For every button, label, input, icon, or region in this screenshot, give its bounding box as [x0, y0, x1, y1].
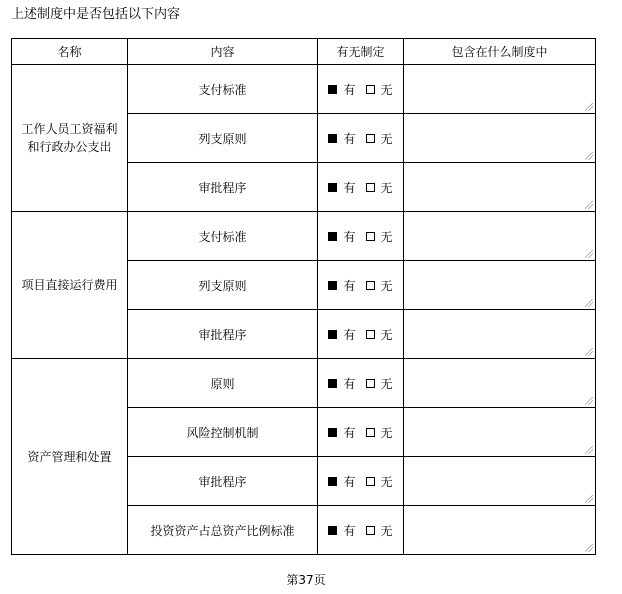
yes-no-choice [328, 424, 392, 441]
table-body [12, 65, 596, 555]
yes-label: 有 [343, 131, 356, 146]
group-name-line1: 工作人员工资福利 [21, 122, 118, 136]
no-label: 无 [380, 474, 393, 489]
has-policy-cell [318, 65, 404, 114]
yes-label: 有 [343, 180, 356, 195]
which-policy-cell [404, 212, 596, 261]
no-checkbox[interactable] [366, 477, 375, 486]
yes-no-choice [328, 326, 392, 343]
page-number: 第37页 [286, 573, 326, 587]
yes-label: 有 [343, 474, 356, 489]
which-policy-input[interactable] [404, 65, 595, 113]
table-row [12, 359, 596, 408]
has-policy-cell [318, 212, 404, 261]
content-cell: 风险控制机制 [128, 408, 318, 457]
no-label: 无 [380, 180, 393, 195]
yes-label: 有 [343, 523, 356, 538]
has-policy-cell [318, 408, 404, 457]
table-row [12, 65, 596, 114]
yes-no-choice [328, 179, 392, 196]
which-policy-cell [404, 408, 596, 457]
yes-no-choice [328, 228, 392, 245]
no-label: 无 [380, 82, 393, 97]
which-policy-input[interactable] [404, 261, 595, 309]
yes-label: 有 [343, 425, 356, 440]
group-name-cell [12, 359, 128, 555]
no-checkbox[interactable] [366, 428, 375, 437]
yes-checkbox[interactable] [328, 134, 337, 143]
yes-label: 有 [343, 278, 356, 293]
content-cell: 原则 [128, 359, 318, 408]
group-name-cell [12, 65, 128, 212]
content-cell: 列支原则 [128, 261, 318, 310]
table-header-row [12, 39, 596, 65]
which-policy-cell [404, 457, 596, 506]
yes-checkbox[interactable] [328, 183, 337, 192]
which-policy-input[interactable] [404, 310, 595, 358]
which-policy-cell [404, 310, 596, 359]
content-cell: 审批程序 [128, 163, 318, 212]
page-heading: 上述制度中是否包括以下内容 [11, 7, 181, 22]
yes-no-choice [328, 473, 392, 490]
has-policy-cell [318, 310, 404, 359]
which-policy-input[interactable] [404, 457, 595, 505]
header-which-policy: 包含在什么制度中 [404, 39, 596, 65]
no-label: 无 [380, 131, 393, 146]
header-name: 名称 [12, 39, 128, 65]
which-policy-cell [404, 65, 596, 114]
yes-checkbox[interactable] [328, 428, 337, 437]
no-checkbox[interactable] [366, 85, 375, 94]
header-has-policy: 有无制定 [318, 39, 404, 65]
no-checkbox[interactable] [366, 134, 375, 143]
group-name-cell [12, 212, 128, 359]
no-checkbox[interactable] [366, 281, 375, 290]
yes-checkbox[interactable] [328, 379, 337, 388]
yes-checkbox[interactable] [328, 526, 337, 535]
no-checkbox[interactable] [366, 379, 375, 388]
no-label: 无 [380, 425, 393, 440]
which-policy-cell [404, 359, 596, 408]
content-cell: 审批程序 [128, 457, 318, 506]
which-policy-cell [404, 163, 596, 212]
content-cell: 投资资产占总资产比例标准 [128, 506, 318, 555]
yes-no-choice [328, 375, 392, 392]
has-policy-cell [318, 506, 404, 555]
no-label: 无 [380, 523, 393, 538]
no-label: 无 [380, 376, 393, 391]
which-policy-cell [404, 261, 596, 310]
yes-checkbox[interactable] [328, 232, 337, 241]
no-label: 无 [380, 229, 393, 244]
content-cell: 支付标准 [128, 212, 318, 261]
group-name-line1: 项目直接运行费用 [21, 278, 118, 292]
no-checkbox[interactable] [366, 232, 375, 241]
yes-label: 有 [343, 327, 356, 342]
content-cell: 支付标准 [128, 65, 318, 114]
table-row [12, 212, 596, 261]
which-policy-input[interactable] [404, 506, 595, 554]
policy-table [11, 38, 596, 555]
which-policy-cell [404, 506, 596, 555]
yes-checkbox[interactable] [328, 85, 337, 94]
which-policy-input[interactable] [404, 359, 595, 407]
yes-no-choice [328, 130, 392, 147]
yes-checkbox[interactable] [328, 330, 337, 339]
no-checkbox[interactable] [366, 183, 375, 192]
yes-checkbox[interactable] [328, 477, 337, 486]
no-checkbox[interactable] [366, 526, 375, 535]
no-checkbox[interactable] [366, 330, 375, 339]
which-policy-input[interactable] [404, 163, 595, 211]
no-label: 无 [380, 327, 393, 342]
header-content: 内容 [128, 39, 318, 65]
yes-label: 有 [343, 376, 356, 391]
which-policy-cell [404, 114, 596, 163]
no-label: 无 [380, 278, 393, 293]
content-cell: 审批程序 [128, 310, 318, 359]
which-policy-input[interactable] [404, 212, 595, 260]
yes-no-choice [328, 277, 392, 294]
content-cell: 列支原则 [128, 114, 318, 163]
yes-label: 有 [343, 229, 356, 244]
has-policy-cell [318, 359, 404, 408]
has-policy-cell [318, 457, 404, 506]
yes-checkbox[interactable] [328, 281, 337, 290]
yes-no-choice [328, 522, 392, 539]
has-policy-cell [318, 114, 404, 163]
yes-no-choice [328, 81, 392, 98]
group-name-line2: 和行政办公支出 [27, 140, 112, 154]
which-policy-input[interactable] [404, 408, 595, 456]
yes-label: 有 [343, 82, 356, 97]
which-policy-input[interactable] [404, 114, 595, 162]
has-policy-cell [318, 261, 404, 310]
group-name-line1: 资产管理和处置 [27, 449, 112, 464]
has-policy-cell [318, 163, 404, 212]
